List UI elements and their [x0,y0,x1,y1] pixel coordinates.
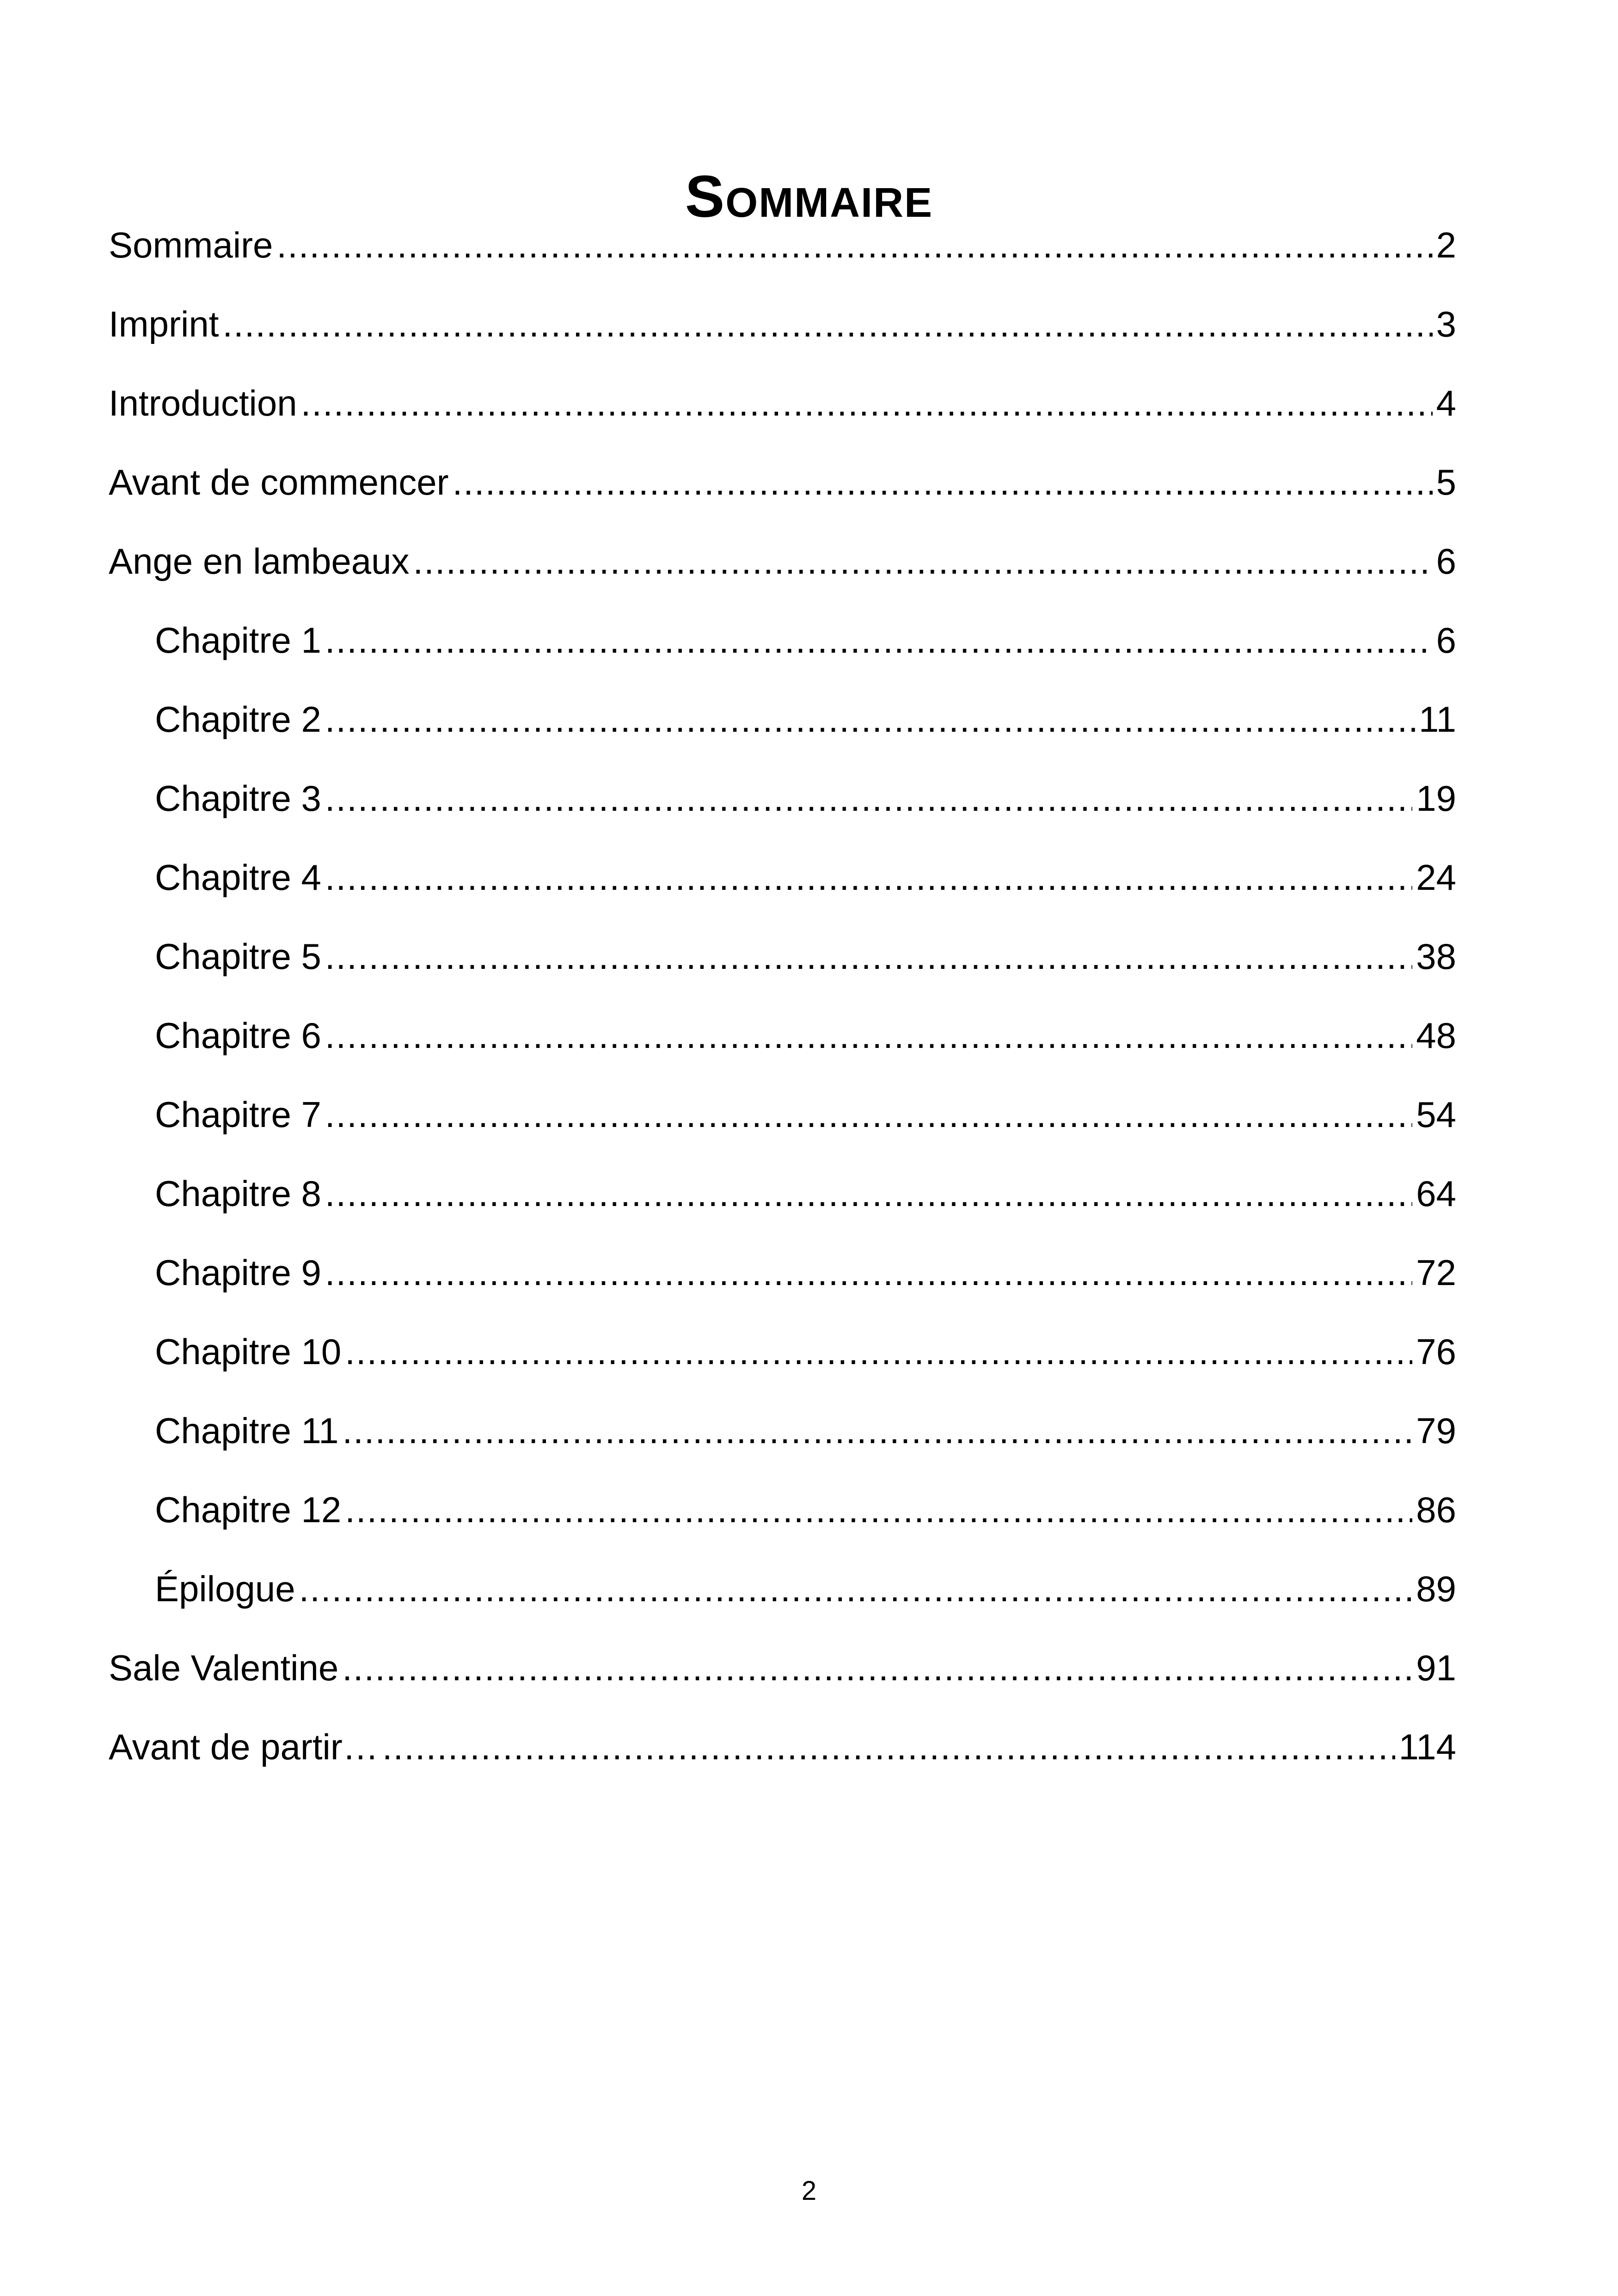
toc-dot-leader [325,1008,1412,1063]
toc-dot-leader [301,375,1433,431]
toc-entry[interactable] [109,296,1456,375]
toc-subentry[interactable] [109,771,1456,850]
toc-entry[interactable] [109,375,1456,454]
toc-entry-page: 6 [1436,541,1456,582]
toc-entry-page: 19 [1416,778,1456,819]
toc-subentry[interactable] [109,1482,1456,1561]
toc-subentry[interactable] [109,1245,1456,1324]
toc-dot-leader [325,692,1415,747]
toc-dot-leader [345,1482,1412,1537]
table-of-contents [109,217,1456,1798]
toc-entry-label: Avant de commencer [109,462,449,502]
toc-entry-page: 91 [1416,1647,1456,1688]
toc-dot-leader [345,1324,1412,1379]
toc-subentry[interactable] [109,692,1456,771]
toc-dot-leader [382,1719,1395,1775]
toc-entry-page: 38 [1416,936,1456,977]
toc-subentry[interactable] [109,850,1456,929]
toc-entry[interactable] [109,217,1456,296]
toc-dot-leader [299,1561,1413,1616]
toc-dot-leader [453,454,1433,510]
toc-subentry[interactable] [109,1008,1456,1087]
toc-entry-page: 72 [1416,1252,1456,1293]
toc-entry-label: Sale Valentine [109,1647,339,1688]
toc-dot-leader [413,533,1432,589]
toc-entry-label: Chapitre 10 [155,1331,342,1372]
toc-entry-label: Chapitre 1 [155,620,321,661]
toc-entry-page: 48 [1416,1015,1456,1056]
toc-subentry[interactable] [109,1087,1456,1166]
toc-subentry[interactable] [109,1561,1456,1640]
toc-dot-leader [325,771,1412,826]
toc-entry-page: 54 [1416,1094,1456,1135]
toc-entry-label: Ange en lambeaux [109,541,410,582]
toc-dot-leader [342,1403,1412,1458]
toc-entry-label: Chapitre 7 [155,1094,321,1135]
toc-subentry[interactable] [109,1324,1456,1403]
toc-entry-page: 24 [1416,857,1456,898]
toc-entry[interactable] [109,533,1456,612]
toc-entry-page: 2 [1436,225,1456,265]
toc-entry-page: 6 [1436,620,1456,661]
toc-entry-page: 86 [1416,1489,1456,1530]
toc-dot-leader [325,1087,1412,1142]
toc-entry-page: 114 [1398,1727,1456,1767]
toc-subentry[interactable] [109,1403,1456,1482]
toc-entry-page: 79 [1416,1410,1456,1451]
toc-entry-label: Chapitre 6 [155,1015,321,1056]
toc-entry-label: Chapitre 4 [155,857,321,898]
toc-entry-page: 5 [1436,462,1456,502]
toc-entry-page: 89 [1416,1568,1456,1609]
toc-entry-label: Chapitre 9 [155,1252,321,1293]
toc-dot-leader [222,296,1432,352]
toc-dot-leader [325,612,1433,668]
toc-subentry[interactable] [109,1166,1456,1245]
toc-entry-label: Imprint [109,304,219,344]
toc-entry-label: Chapitre 5 [155,936,321,977]
toc-entry-page: 11 [1419,699,1456,740]
toc-entry[interactable] [109,454,1456,533]
toc-entry-label: Introduction [109,383,297,423]
page-number: 2 [801,2176,817,2206]
toc-entry-label: Avant de partir… [109,1727,379,1767]
toc-dot-leader [342,1640,1412,1696]
toc-entry[interactable] [109,1719,1456,1798]
toc-entry-page: 76 [1416,1331,1456,1372]
toc-entry-page: 64 [1416,1173,1456,1214]
toc-entry-label: Chapitre 8 [155,1173,321,1214]
toc-entry-label: Chapitre 3 [155,778,321,819]
toc-entry-label: Chapitre 2 [155,699,321,740]
page-title: Sommaire [685,163,933,230]
toc-entry[interactable] [109,1640,1456,1719]
toc-entry-page: 4 [1436,383,1456,423]
toc-subentry[interactable] [109,929,1456,1008]
toc-dot-leader [276,217,1432,273]
toc-entry-label: Sommaire [109,225,273,265]
toc-entry-label: Épilogue [155,1568,295,1609]
toc-dot-leader [325,850,1412,905]
toc-entry-label: Chapitre 12 [155,1489,342,1530]
toc-dot-leader [325,1245,1412,1300]
toc-entry-label: Chapitre 11 [155,1410,339,1451]
toc-subentry[interactable] [109,612,1456,692]
toc-dot-leader [325,1166,1412,1221]
toc-dot-leader [325,929,1412,984]
toc-entry-page: 3 [1436,304,1456,344]
